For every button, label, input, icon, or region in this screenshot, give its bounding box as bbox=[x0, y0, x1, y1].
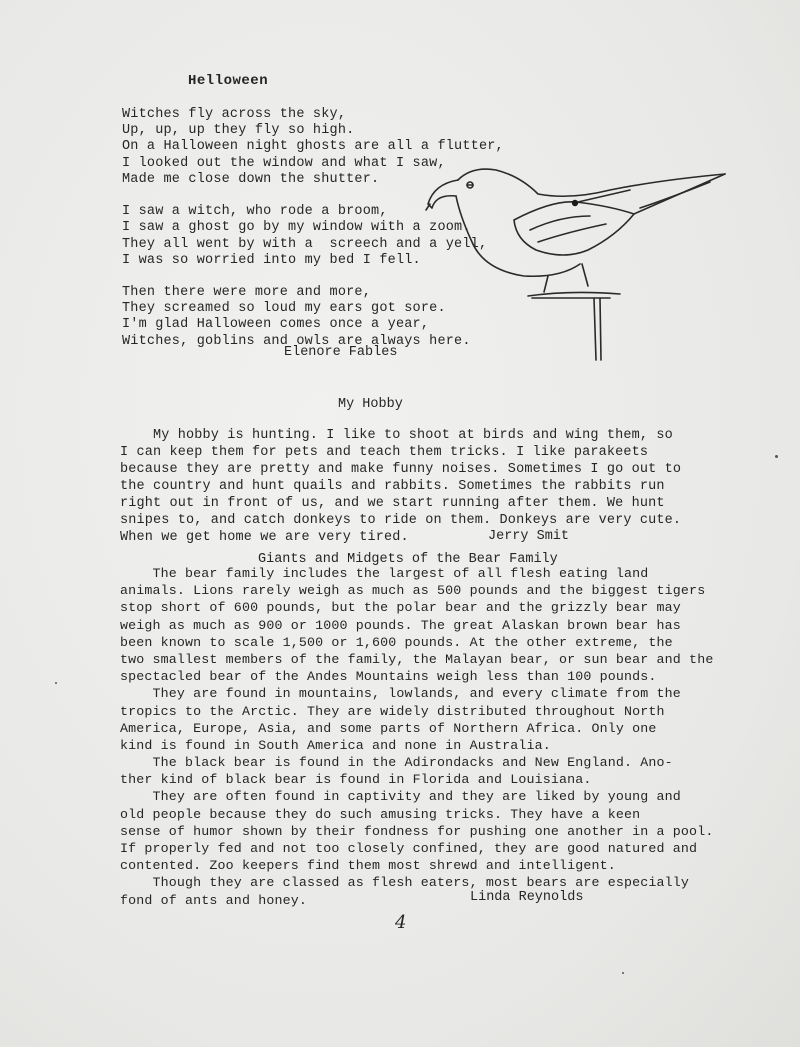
text-line: I can keep them for pets and teach them tricks. I like parakeets bbox=[120, 445, 649, 460]
text-line: I saw a ghost go by my window with a zoom. bbox=[122, 220, 471, 236]
text-line: old people because they do such amusing tricks. They have a keen bbox=[120, 806, 641, 822]
poem-author: Elenore Fables bbox=[284, 345, 398, 360]
bear-author: Linda Reynolds bbox=[470, 890, 584, 905]
text-line: spectacled bear of the Andes Mountains weigh less than 100 pounds. bbox=[120, 669, 657, 685]
text-line: I saw a witch, who rode a broom, bbox=[122, 204, 388, 220]
text-line: tropics to the Arctic. They are widely distributed throughout North bbox=[120, 703, 665, 719]
text-line: Witches, goblins and owls are always here. bbox=[122, 333, 471, 349]
bear-body bbox=[120, 565, 713, 909]
text-line: weigh as much as 900 or 1000 pounds. The great Alaskan brown bear has bbox=[120, 617, 681, 633]
text-line: right out in front of us, and we start running after them. We hunt bbox=[120, 496, 665, 511]
text-line: Then there were more and more, bbox=[122, 285, 372, 301]
text-line: contented. Zoo keepers find them most shrewd and intelligent. bbox=[120, 858, 616, 874]
text-line: When we get home we are very tired. bbox=[120, 530, 409, 545]
text-line: because they are pretty and make funny noises. Sometimes I go out to bbox=[120, 462, 682, 477]
text-line: Though they are classed as flesh eaters, most bears are especially bbox=[120, 875, 690, 891]
text-line: I'm glad Halloween comes once a year, bbox=[122, 317, 430, 333]
text-line: They are found in mountains, lowlands, and every climate from the bbox=[120, 686, 681, 702]
poem-title: Helloween bbox=[188, 73, 269, 89]
text-line: I was so worried into my bed I fell. bbox=[122, 252, 421, 268]
text-line: Made me close down the shutter. bbox=[122, 171, 380, 187]
hobby-title: My Hobby bbox=[338, 397, 403, 412]
page-number: 4 bbox=[395, 912, 407, 933]
text-line: They all went by with a screech and a yell, bbox=[122, 236, 488, 252]
hobby-author: Jerry Smit bbox=[488, 529, 570, 544]
text-line: snipes to, and catch donkeys to ride on them. Donkeys are very cute. bbox=[120, 513, 682, 528]
text-line: ther kind of black bear is found in Florida and Louisiana. bbox=[120, 772, 592, 788]
paper-speck bbox=[55, 682, 57, 684]
paper-speck bbox=[622, 972, 624, 974]
text-line: sense of humor shown by their fondness for pushing one another in a pool. bbox=[120, 823, 714, 839]
text-line: My hobby is hunting. I like to shoot at birds and wing them, so bbox=[120, 428, 673, 443]
text-line: I looked out the window and what I saw, bbox=[122, 155, 446, 171]
text-line: stop short of 600 pounds, but the polar bear and the grizzly bear may bbox=[120, 600, 681, 616]
hobby-body bbox=[120, 427, 681, 546]
text-line: The bear family includes the largest of all flesh eating land bbox=[120, 566, 649, 581]
text-line: Up, up, up they fly so high. bbox=[122, 123, 355, 139]
text-line: been known to scale 1,500 or 1,600 pounds. At the other extreme, the bbox=[120, 634, 673, 650]
text-line: animals. Lions rarely weigh as much as 500 pounds and the biggest tigers bbox=[120, 583, 706, 599]
text-line: fond of ants and honey. bbox=[120, 892, 307, 908]
text-line: two smallest members of the family, the Malayan bear, or sun bear and the bbox=[120, 651, 714, 667]
text-line: The black bear is found in the Adirondacks and New England. Ano- bbox=[120, 755, 673, 771]
text-line: They screamed so loud my ears got sore. bbox=[122, 301, 446, 317]
text-line: If properly fed and not too closely confined, they are good natured and bbox=[120, 841, 698, 856]
text-line: kind is found in South America and none in Australia. bbox=[120, 737, 551, 753]
text-line: They are often found in captivity and they are liked by young and bbox=[120, 789, 681, 805]
bear-title: Giants and Midgets of the Bear Family bbox=[258, 552, 558, 567]
paper-speck bbox=[775, 455, 778, 458]
text-line: America, Europe, Asia, and some parts of Northern Africa. Only one bbox=[120, 720, 657, 736]
text-line: On a Halloween night ghosts are all a flutter, bbox=[122, 139, 504, 155]
text-line: Witches fly across the sky, bbox=[122, 107, 347, 122]
text-line: the country and hunt quails and rabbits. Sometimes the rabbits run bbox=[120, 479, 665, 494]
bird-drawing bbox=[420, 160, 730, 370]
